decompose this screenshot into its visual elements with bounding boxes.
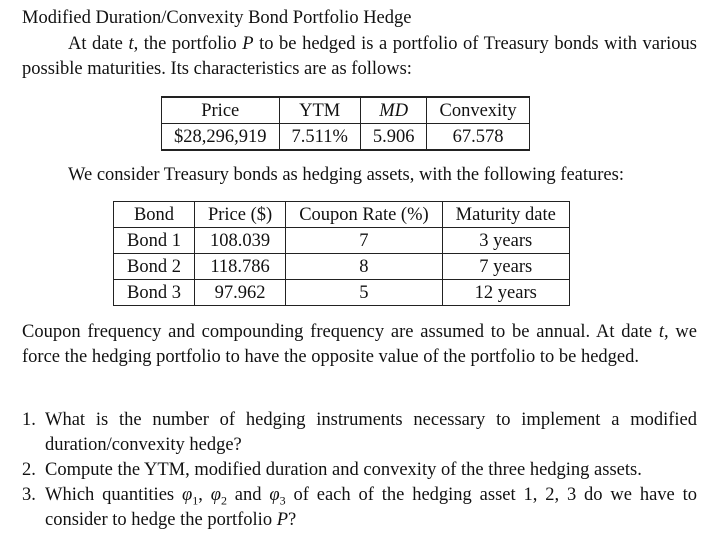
table-cell: 67.578 [427, 124, 529, 151]
list-item [22, 483, 697, 533]
item-number: 3. [22, 485, 36, 505]
item-number: 1. [22, 410, 36, 430]
hedge-intro-paragraph: We consider Treasury bonds as hedging assets, with the following features: [68, 165, 624, 185]
col-header: Price [162, 97, 280, 124]
table-header-row [162, 97, 530, 124]
var-t: t [658, 322, 664, 342]
table-row [162, 124, 530, 151]
item-text: Compute the YTM, modified duration and convexity of the three hedging assets. [45, 460, 642, 480]
item-text: Which quantities $\varphi_1$, $\varphi_2$ and $\varphi_3$ of each of the hedging asset 1, 2, 3 do we have to consider to hedge the portfolio P? [45, 485, 697, 530]
table-header-row [114, 202, 570, 228]
document-title: Modified Duration/Convexity Bond Portfolio Hedge [22, 8, 412, 28]
question-list [22, 408, 697, 533]
col-header: Price ($) [194, 202, 285, 228]
portfolio-table [161, 96, 530, 151]
table-cell: $28,296,919 [162, 124, 280, 151]
table-cell: 108.039 [194, 228, 285, 254]
assumption-paragraph: Coupon frequency and compounding frequency are assumed to be annual. At date t, we force the hedging portfolio to have the opposite value of the portfolio to be hedged. [22, 322, 697, 367]
table-cell: Bond 2 [114, 254, 195, 280]
table-cell: 7 years [442, 254, 569, 280]
table-row [114, 280, 570, 306]
item-number: 2. [22, 460, 36, 480]
var-P: P [242, 34, 254, 54]
var-P: P [276, 510, 289, 530]
col-header: Maturity date [442, 202, 569, 228]
col-header: MD [360, 97, 427, 124]
table-cell: 12 years [442, 280, 569, 306]
table-cell: 5 [286, 280, 442, 306]
col-header: Bond [114, 202, 195, 228]
item-text: What is the number of hedging instruments necessary to implement a modified duration/convexity hedge? [45, 410, 697, 455]
table-cell: 7.511% [279, 124, 360, 151]
bonds-table [113, 201, 570, 306]
table-cell: 8 [286, 254, 442, 280]
col-header: Coupon Rate (%) [286, 202, 442, 228]
table-cell: 97.962 [194, 280, 285, 306]
table-cell: Bond 1 [114, 228, 195, 254]
var-t: t [128, 34, 134, 54]
table-row [114, 254, 570, 280]
col-header: YTM [279, 97, 360, 124]
table-cell: 118.786 [194, 254, 285, 280]
table-cell: 5.906 [360, 124, 427, 151]
list-item [22, 408, 697, 458]
col-header: Convexity [427, 97, 529, 124]
intro-paragraph: At date t, the portfolio P to be hedged is a portfolio of Treasury bonds with various possible maturities. Its characteristics are as follows: [22, 34, 697, 79]
list-item [22, 458, 697, 483]
table-cell: 7 [286, 228, 442, 254]
table-cell: Bond 3 [114, 280, 195, 306]
table-cell: 3 years [442, 228, 569, 254]
table-row [114, 228, 570, 254]
